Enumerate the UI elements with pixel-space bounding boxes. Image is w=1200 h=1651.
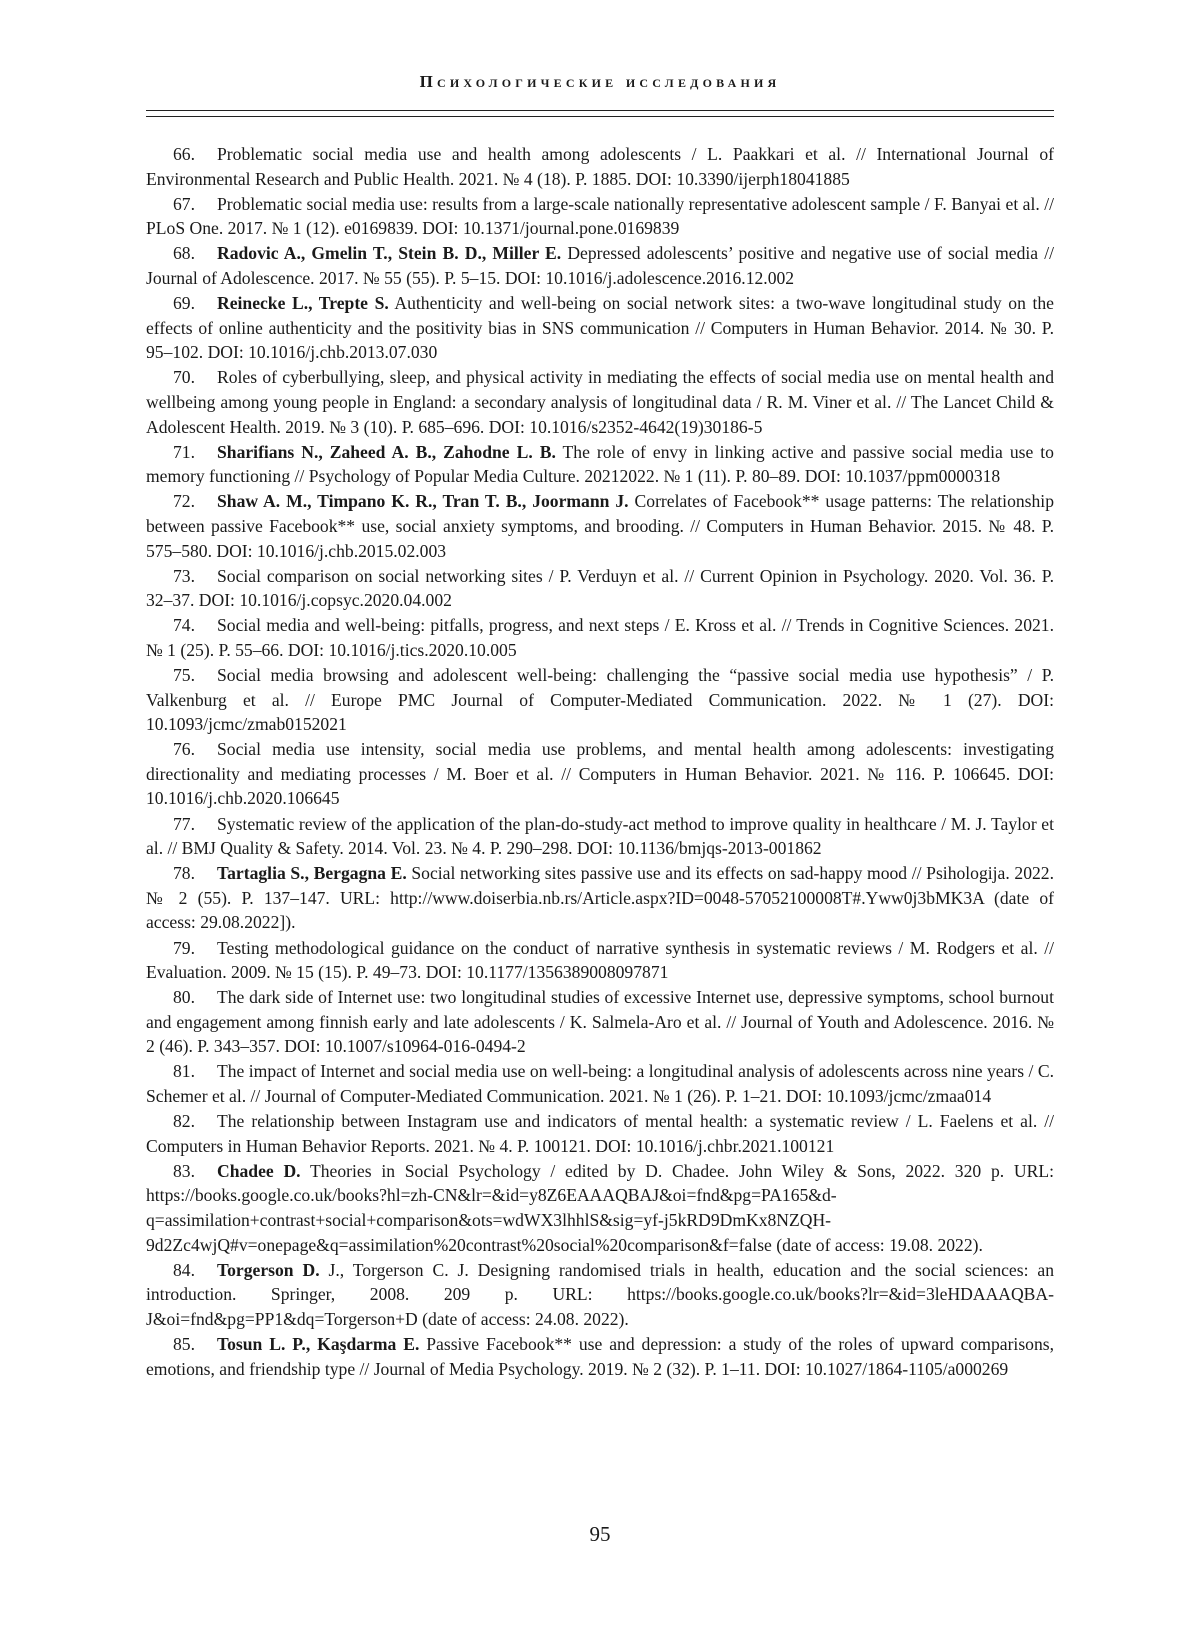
reference-number: 85. bbox=[173, 1332, 217, 1357]
reference-text: The relationship between Instagram use and indicators of mental health: a systematic review / L. Faelens et al. // Computers in Human Behavior Reports. 2021. № 4. P. 100121. DOI: 10.1016/j.chbr.2021.100121 bbox=[146, 1111, 1054, 1156]
reference-text: Testing methodological guidance on the conduct of narrative synthesis in systematic reviews / M. Rod­gers et al. // Evaluation. 2009. № 15 (15). P. 49–73. DOI: 10.1177/1356389008097871 bbox=[146, 938, 1054, 983]
reference-number: 68. bbox=[173, 241, 217, 266]
reference-number: 79. bbox=[173, 936, 217, 961]
page-number: 95 bbox=[0, 1522, 1200, 1547]
reference-authors: Chadee D. bbox=[217, 1161, 301, 1181]
reference-authors: Torgerson D. bbox=[217, 1260, 320, 1280]
reference-number: 74. bbox=[173, 613, 217, 638]
reference-item bbox=[146, 1059, 1054, 1109]
reference-item bbox=[146, 440, 1054, 490]
reference-number: 73. bbox=[173, 564, 217, 589]
reference-number: 80. bbox=[173, 985, 217, 1010]
reference-number: 67. bbox=[173, 192, 217, 217]
reference-item bbox=[146, 489, 1054, 563]
reference-item bbox=[146, 985, 1054, 1059]
reference-text: Social comparison on social networking sites / P. Verduyn et al. // Current Opinion in Psychology. 2020. Vol. 36. P. 32–37. DOI: 10.1016/j.copsyc.2020.04.002 bbox=[146, 566, 1054, 611]
reference-authors: Shaw A. M., Timpano K. R., Tran T. B., Joormann J. bbox=[217, 491, 629, 511]
reference-text: Depressed adolescents’ positive and negative use of social media // Journal of Adolescence. 2017. № 55 (55). P. 5–15. DOI: 10.1016/j.adolescence.2016.12.002 bbox=[146, 243, 1054, 288]
reference-text: Social networking sites passive use and its effects on sad-happy mood // Psi­hologija. 2022. № 2 (55). P. 137–147. URL: http://www.doiserbia.nb.rs/Article.aspx?ID=0048-57052100008T#.Yww0j3bMK3A (date of access: 29.08.2022]). bbox=[146, 863, 1054, 932]
reference-item bbox=[146, 564, 1054, 614]
reference-list bbox=[146, 142, 1054, 1382]
reference-item bbox=[146, 663, 1054, 737]
reference-item bbox=[146, 1258, 1054, 1332]
reference-item bbox=[146, 812, 1054, 862]
reference-item bbox=[146, 1332, 1054, 1382]
reference-item bbox=[146, 936, 1054, 986]
reference-text: The impact of Internet and social media use on well-being: a longitudinal analysis of adolescents across nine years / C. Schemer et al. // Journal of Computer-Mediated Communication. 2021. № 1 (26). P. 1–21. DOI: 10.1093/jcmc/zmaa014 bbox=[146, 1061, 1054, 1106]
reference-authors: Radovic A., Gmelin T., Stein B. D., Miller E. bbox=[217, 243, 561, 263]
reference-item bbox=[146, 142, 1054, 192]
reference-number: 77. bbox=[173, 812, 217, 837]
reference-number: 76. bbox=[173, 737, 217, 762]
reference-number: 66. bbox=[173, 142, 217, 167]
reference-text: Problematic social media use: results from a large-scale nationally representative adolescent sample / F. Banyai et al. // PLoS One. 2017. № 1 (12). e0169839. DOI: 10.1371/journal.pone.0169839 bbox=[146, 194, 1054, 239]
reference-number: 81. bbox=[173, 1059, 217, 1084]
reference-text: The dark side of Internet use: two longitudinal studies of excessive Internet use, depressive symp­toms, school burnout and engagement among finnish early and late adolescents / K. Salmela-Aro et al. // Journal of Youth and Adolescence. 2016. № 2 (46). P. 343–357. DOI: 10.1007/s10964-016-0494-2 bbox=[146, 987, 1054, 1056]
reference-authors: Reinecke L., Trepte S. bbox=[217, 293, 389, 313]
reference-text: Problematic social media use and health among adolescents / L. Paakkari et al. // International Journal of Environmental Research and Public Health. 2021. № 4 (18). P. 1885. DOI: 10.3390/ijerph18041885 bbox=[146, 144, 1054, 189]
reference-item bbox=[146, 291, 1054, 365]
reference-number: 71. bbox=[173, 440, 217, 465]
reference-authors: Tartaglia S., Bergagna E. bbox=[217, 863, 407, 883]
reference-item bbox=[146, 1109, 1054, 1159]
reference-item bbox=[146, 241, 1054, 291]
reference-number: 69. bbox=[173, 291, 217, 316]
reference-item bbox=[146, 192, 1054, 242]
reference-text: Correlates of Facebook** usage patterns: The relationship between passive Facebook** use, social anxiety symptoms, and brooding. // Computers in Human Behavior. 2015. № 48. P. 575–580. DOI: 10.1016/j.chb.2015.02.003 bbox=[146, 491, 1054, 560]
header-rule-bottom bbox=[146, 116, 1054, 117]
reference-text: Social media browsing and adolescent well-being: challenging the “passive social media use hypo­thesis” / P. Valkenburg et al. // Europe PMC Journal of Computer-Mediated Communication. 2022. № 1 (27). DOI: 10.1093/jcmc/zmab0152021 bbox=[146, 665, 1054, 734]
reference-text: Social media and well-being: pitfalls, progress, and next steps / E. Kross et al. // Trends in Cognitive Sciences. 2021. № 1 (25). P. 55–66. DOI: 10.1016/j.tics.2020.10.005 bbox=[146, 615, 1054, 660]
reference-text: J., Torgerson C. J. Designing randomised trials in health, education and the social scien­ces: an introduction. Springer, 2008. 209 p. URL: https://books.google.co.uk/books?lr=&id=3leHDAAAQBA­J&oi=fnd&pg=PP1&dq=Torgerson+D (date of access: 24.08. 2022). bbox=[146, 1260, 1054, 1329]
reference-item bbox=[146, 1159, 1054, 1258]
reference-item bbox=[146, 613, 1054, 663]
reference-text: Authenticity and well-being on social network sites: a two-wave longitudinal study on the effects of online authenticity and the positivity bias in SNS communication // Computers in Human Behavior. 2014. № 30. P. 95–102. DOI: 10.1016/j.chb.2013.07.030 bbox=[146, 293, 1054, 362]
reference-text: The role of envy in linking active and passive social media use to memory functioning // Psychology of Popular Media Culture. 20212022. № 1 (11). P. 80–89. DOI: 10.1037/ppm0000318 bbox=[146, 442, 1054, 487]
reference-item bbox=[146, 737, 1054, 811]
reference-authors: Tosun L. P., Kaşdarma E. bbox=[217, 1334, 419, 1354]
reference-number: 82. bbox=[173, 1109, 217, 1134]
reference-text: Roles of cyberbullying, sleep, and physical activity in mediating the effects of social media use on mental health and wellbeing among young people in England: a secondary analysis of longitudinal data / R. M. Viner et al. // The Lancet Child & Adolescent Health. 2019. № 3 (10). P. 685–696. DOI: 10.1016/s2352-4642(19)30186-5 bbox=[146, 367, 1054, 436]
reference-text: Social media use intensity, social media use problems, and mental health among adolescents: investi­gating directionality and mediating processes / M. Boer et al. // Computers in Human Behavior. 2021. № 116. P. 106645. DOI: 10.1016/j.chb.2020.106645 bbox=[146, 739, 1054, 808]
reference-number: 78. bbox=[173, 861, 217, 886]
reference-authors: Sharifians N., Zaheed A. B., Zahodne L. B. bbox=[217, 442, 556, 462]
reference-number: 72. bbox=[173, 489, 217, 514]
reference-text: Theories in Social Psychology / edited by D. Chadee. John Wiley & Sons, 2022. 320 p. URL: https://books.google.co.uk/books?hl=zh-CN&lr=&id=y8Z6EAAAQBAJ&oi=fnd&pg=PA165&d­q=assimilation+contrast+social+comparison&ots=wdWX3lhhlS&sig=yf-j5kRD9DmKx8NZQH­9d2Zc4wjQ#v=onepage&q=assimilation%20contrast%20social%20comparison&f=false (date of access: 19.08. 2022). bbox=[146, 1161, 1054, 1255]
reference-text: Systematic review of the application of the plan-do-study-act method to improve quality in healthcare / M. J. Taylor et al. // BMJ Quality & Safety. 2014. Vol. 23. № 4. P. 290–298. DOI: 10.1136/bmjqs-2013-001862 bbox=[146, 814, 1054, 859]
reference-item bbox=[146, 365, 1054, 439]
reference-number: 70. bbox=[173, 365, 217, 390]
reference-number: 84. bbox=[173, 1258, 217, 1283]
reference-item bbox=[146, 861, 1054, 935]
reference-number: 83. bbox=[173, 1159, 217, 1184]
header-rule-top bbox=[146, 110, 1054, 111]
reference-number: 75. bbox=[173, 663, 217, 688]
running-header: Психологические исследования bbox=[0, 72, 1200, 92]
reference-text: Passive Facebook** use and depression: a study of the roles of up­ward comparisons, emotions, and friendship type // Journal of Media Psychology. 2019. № 2 (32). P. 1–11. DOI: 10.1027/1864-1105/a000269 bbox=[146, 1334, 1054, 1379]
